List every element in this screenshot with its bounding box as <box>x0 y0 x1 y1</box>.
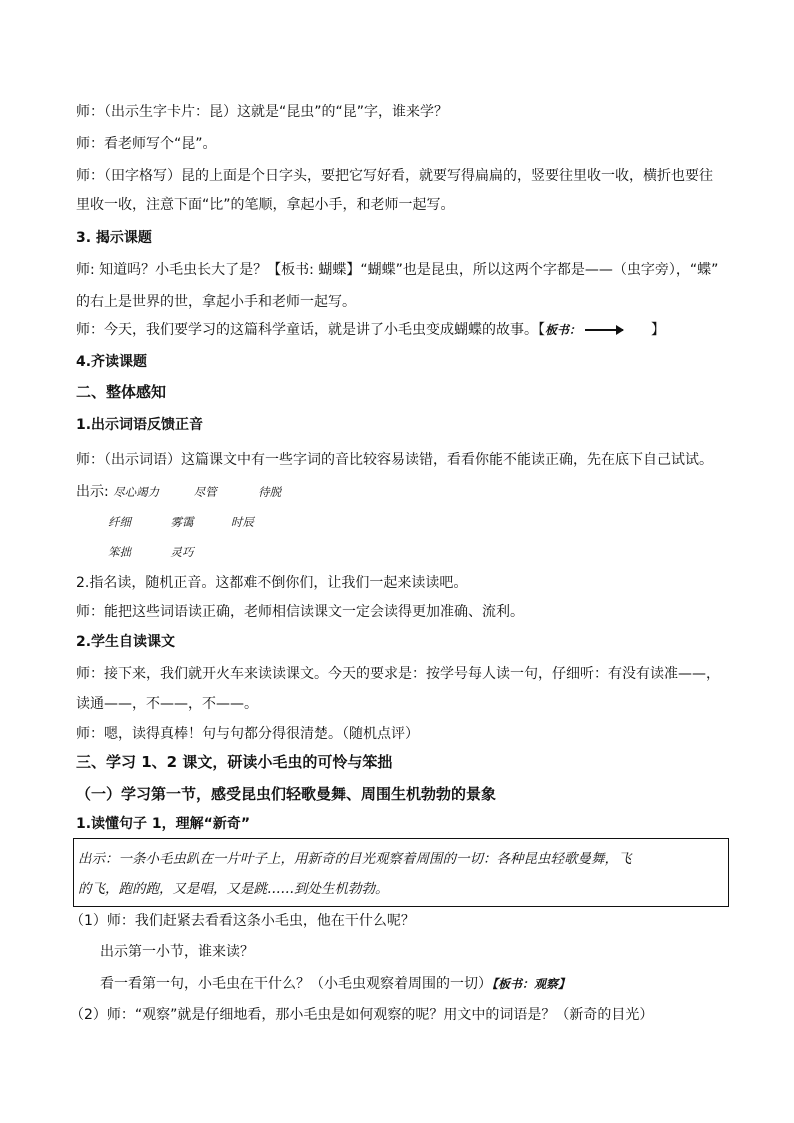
section-heading: 三、学习 1、2 课文，研读小毛虫的可怜与笨拙 <box>76 753 393 771</box>
paragraph-line: （2）师：“观察”就是仔细地看，那小毛虫是如何观察的呢？用文中的词语是？（新奇的目光） <box>70 1007 654 1023</box>
paragraph-line: 的右上是世界的世，拿起小手和老师一起写。 <box>76 294 356 310</box>
paragraph-text: 师：今天，我们要学习的这篇科学童话，就是讲了小毛虫变成蝴蝶的故事。【 <box>76 322 545 338</box>
paragraph-line: 2.指名读，随机正音。这都难不倒你们，让我们一起来读读吧。 <box>76 575 468 591</box>
paragraph-line: 师: 知道吗？小毛虫长大了是？【板书: 蝴蝶】“蝴蝶”也是昆虫，所以这两个字都是——（虫字旁），“蝶” <box>76 262 719 278</box>
vocab-word: 笨拙 <box>108 545 131 559</box>
vocab-word: 纤细 <box>108 515 131 529</box>
paragraph-line: 师：（田字格写）昆的上面是个日字头，要把它写好看，就要写得扁扁的，竖要往里收一收，横折也要往 <box>76 168 713 184</box>
paragraph-line: 里收一收，注意下面“比”的笔顺，拿起小手，和老师一起写。 <box>76 197 455 213</box>
word-list-row <box>108 542 193 562</box>
vocab-word: 雾霭 <box>170 515 194 529</box>
section-heading: 1.读懂句子 1，理解“新奇” <box>76 816 251 832</box>
paragraph-line: 师：嗯，读得真棒！句与句都分得很清楚。（随机点评） <box>76 726 419 742</box>
arrow-icon <box>585 329 623 331</box>
word-list-row <box>108 512 254 532</box>
paragraph-text: 看一看第一句，小毛虫在干什么？（小毛虫观察着周围的一切） <box>100 976 492 992</box>
paragraph-line: 出示第一小节，谁来读？ <box>100 944 254 960</box>
show-label: 出示: <box>76 484 109 500</box>
paragraph-line: 师：接下来，我们就开火车来读读课文。今天的要求是：按学号每人读一句，仔细听：有没有读准——， <box>76 666 720 682</box>
section-heading: 4.齐读课题 <box>76 354 148 370</box>
paragraph-line: （1）师：我们赶紧去看看这条小毛虫，他在干什么呢？ <box>70 913 415 929</box>
vocab-word: 尽心竭力 <box>113 485 160 499</box>
paragraph-line: 师：（出示词语）这篇课文中有一些字词的音比较容易读错，看看你能不能读正确，先在底下自己试试。 <box>76 452 713 468</box>
quote-line: 出示：一条小毛虫趴在一片叶子上，用新奇的目光观察着周围的一切：各种昆虫轻歌曼舞，飞 <box>78 851 632 867</box>
paragraph-line <box>100 974 570 994</box>
paragraph-line: 师：（出示生字卡片：昆）这就是“昆虫”的“昆”字，谁来学？ <box>76 104 449 120</box>
paragraph-line: 读通——，不——，不——。 <box>76 696 258 712</box>
quote-line: 的飞，跑的跑，又是唱，又是跳……到处生机勃勃。 <box>78 881 389 897</box>
section-heading: 3. 揭示课题 <box>76 230 152 246</box>
section-heading: 2.学生自读课文 <box>76 634 176 650</box>
section-heading: 1.出示词语反馈正音 <box>76 417 204 433</box>
quote-box <box>73 838 729 907</box>
section-heading: （一）学习第一节，感受昆虫们轻歌曼舞、周围生机勃勃的景象 <box>76 785 497 803</box>
blackboard-label: 板书： <box>545 323 582 337</box>
vocab-word: 尽管 <box>193 485 217 499</box>
blackboard-note: 【板书：观察】 <box>492 977 571 991</box>
paragraph-line: 师：能把这些词语读正确，老师相信读课文一定会读得更加准确、流利。 <box>76 604 524 620</box>
section-heading: 二、整体感知 <box>76 383 167 401</box>
word-list-row <box>76 482 281 502</box>
paragraph-line <box>76 320 665 340</box>
paragraph-line: 师：看老师写个“昆”。 <box>76 136 217 152</box>
vocab-word: 时辰 <box>230 515 254 529</box>
vocab-word: 待脱 <box>258 485 282 499</box>
vocab-word: 灵巧 <box>170 545 194 559</box>
bracket-close: 】 <box>651 322 666 338</box>
